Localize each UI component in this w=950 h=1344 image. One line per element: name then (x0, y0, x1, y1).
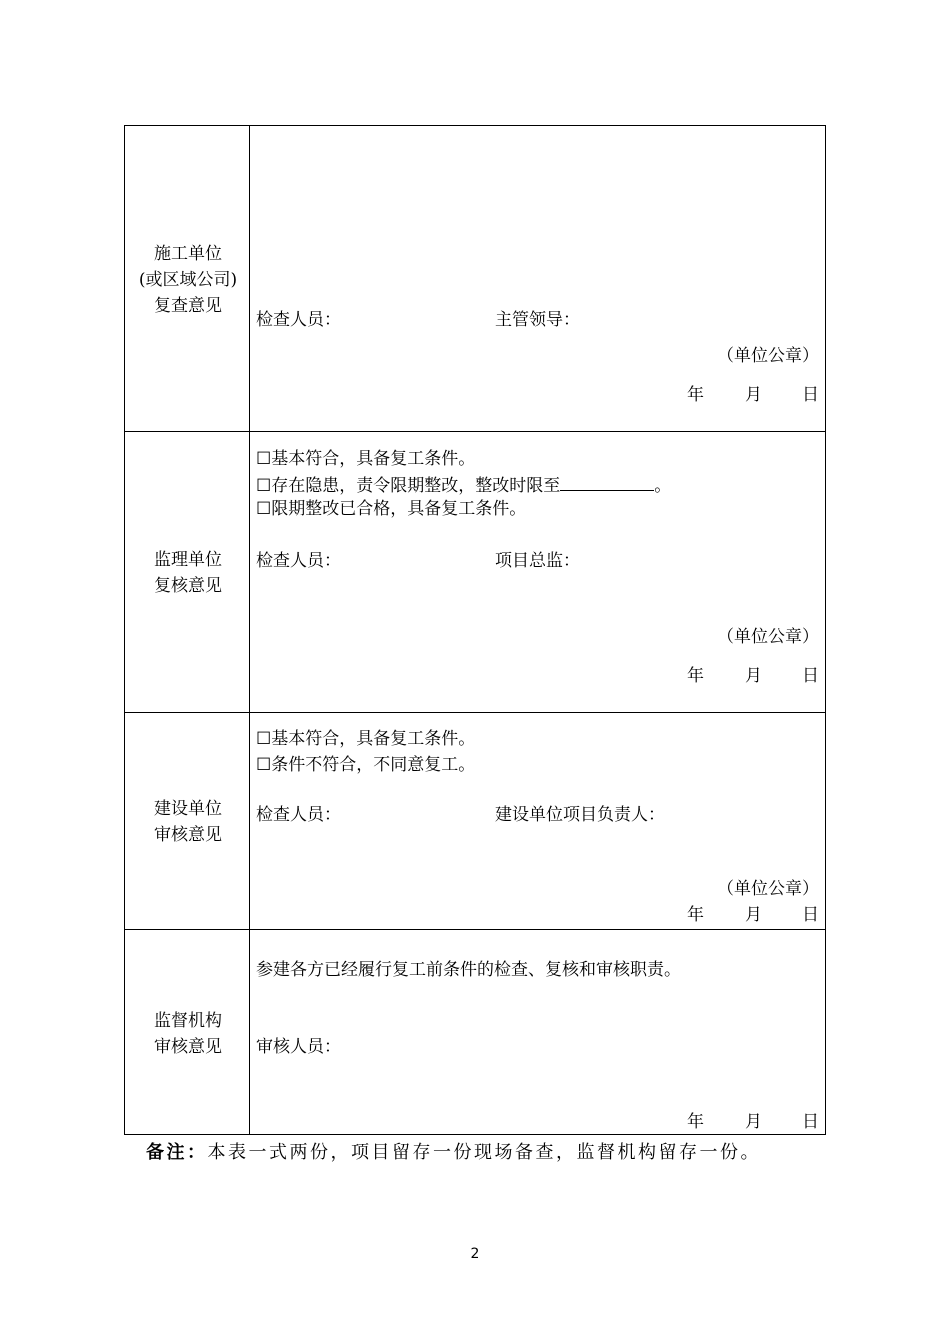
leader-field: 项目总监： (495, 551, 580, 571)
section-label: (或区域公司) (138, 270, 238, 290)
date-year: 年 (687, 905, 704, 925)
option-checkbox[interactable] (256, 472, 671, 499)
option-suffix: 。 (654, 476, 672, 496)
inspector-field: 审核人员： (256, 1037, 341, 1057)
unit-seal: （单位公章） (717, 346, 819, 366)
construction-unit-review-row (124, 125, 826, 432)
date-year: 年 (687, 1112, 704, 1132)
inspector-field: 检查人员： (256, 805, 341, 825)
date-day: 日 (802, 666, 819, 686)
supervision-unit-label-cell (124, 431, 250, 713)
construction-owner-review-row (124, 712, 826, 930)
supervision-unit-review-row (124, 431, 826, 713)
deadline-blank[interactable] (560, 472, 654, 491)
inspector-field: 检查人员： (256, 310, 341, 330)
date-day: 日 (802, 1112, 819, 1132)
date-year: 年 (687, 385, 704, 405)
option-checkbox[interactable]: ☐限期整改已合格，具备复工条件。 (256, 499, 527, 519)
supervision-unit-content-cell (249, 431, 826, 713)
date-month: 月 (745, 385, 762, 405)
section-label: 审核意见 (154, 1037, 222, 1057)
unit-seal: （单位公章） (717, 627, 819, 647)
leader-field: 建设单位项目负责人： (495, 805, 665, 825)
date-day: 日 (802, 385, 819, 405)
supervisory-agency-content-cell (249, 929, 826, 1135)
review-form-table (124, 125, 826, 1135)
date-month: 月 (745, 666, 762, 686)
remarks-label: 备注： (146, 1142, 208, 1163)
section-label: 监督机构 (154, 1011, 222, 1031)
option-checkbox[interactable]: ☐条件不符合，不同意复工。 (256, 755, 476, 775)
remarks-note (146, 1138, 761, 1164)
section-label: 监理单位 (154, 550, 222, 570)
construction-owner-label-cell (124, 712, 250, 930)
remarks-text: 本表一式两份，项目留存一份现场备查，监督机构留存一份。 (207, 1142, 761, 1163)
date-month: 月 (745, 905, 762, 925)
construction-unit-label-cell (124, 125, 250, 432)
date-day: 日 (802, 905, 819, 925)
date-month: 月 (745, 1112, 762, 1132)
option-checkbox[interactable]: ☐基本符合，具备复工条件。 (256, 729, 476, 749)
unit-seal: （单位公章） (717, 879, 819, 899)
statement-text: 参建各方已经履行复工前条件的检查、复核和审核职责。 (256, 960, 681, 980)
date-year: 年 (687, 666, 704, 686)
section-label: 审核意见 (154, 825, 222, 845)
option-text: ☐存在隐患，责令限期整改，整改时限至 (256, 476, 561, 496)
section-label: 施工单位 (154, 244, 222, 264)
option-checkbox[interactable]: ☐基本符合，具备复工条件。 (256, 449, 476, 469)
supervisory-agency-review-row (124, 929, 826, 1135)
construction-owner-content-cell (249, 712, 826, 930)
supervisory-agency-label-cell (124, 929, 250, 1135)
leader-field: 主管领导： (495, 310, 580, 330)
section-label: 复查意见 (154, 296, 222, 316)
inspector-field: 检查人员： (256, 551, 341, 571)
construction-unit-content-cell (249, 125, 826, 432)
section-label: 复核意见 (154, 576, 222, 596)
section-label: 建设单位 (154, 799, 222, 819)
page-number: 2 (470, 1246, 480, 1262)
